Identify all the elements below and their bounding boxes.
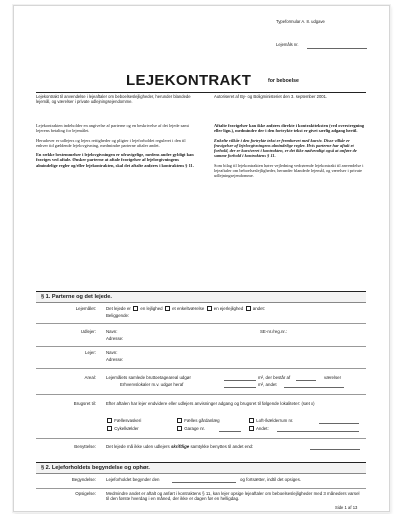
udlejer-label: Udlejer: [80, 329, 96, 334]
checkbox-single-room[interactable] [165, 306, 170, 311]
intro-left-paragraph-1: Lejekontrakten indeholder en angivelse af parterne og en beskrivelse af det lejede samt lejerens betaling for lejemålet. [36, 123, 189, 134]
lejer-address-label: Adresse: [106, 357, 124, 362]
brugsret-intro: Efter aftalen har lejer endvidere eller udlejers anvisninger adgang og brugsret til følgende lokaliteter: (sæt x) [106, 401, 315, 406]
total-area-text: Lejemålets samlede bruttoetageareal udgør [106, 375, 191, 380]
section-1-header [36, 291, 366, 303]
commercial-area-text: Erhvervslokaler m.v. udgør heraf [120, 382, 184, 387]
page-number: Side 1 af 13 [335, 505, 358, 510]
document-page [13, 5, 390, 512]
start-date-field[interactable] [172, 482, 236, 483]
row-divider [36, 488, 366, 489]
row-divider [36, 346, 366, 347]
facility-item[interactable]: Andet: [248, 426, 269, 431]
benyttelse-label: Benyttelse: [74, 444, 96, 449]
authorization-note: Autoriseret af By- og Boligministeriet den 3. september 2001. [214, 94, 328, 99]
document-subtitle: for beboelse [268, 78, 299, 84]
area-unit-text: m², der består af [258, 375, 291, 380]
row-divider [36, 323, 366, 324]
begyndelse-label: Begyndelse: [71, 477, 96, 482]
commercial-area-unit: m², andet [258, 382, 277, 387]
opsigelse-text: Medmindre andet er aftalt og anført i kontraktens § 11, kan lejer opsige lejeaftaler om beboelseslejligheder med 3 måneders varsel til den første hverdag i en måned, der ikke er dagen før en helligdag. [106, 491, 360, 502]
row-divider [36, 368, 366, 369]
section-1-title: § 1. Parterne og det lejede. [41, 293, 112, 300]
begyndelse-text-a: Lejeforholdet begynder den [106, 477, 160, 482]
storage-number-field[interactable] [319, 423, 359, 424]
checkbox-owner-apartment[interactable] [207, 306, 212, 311]
intro-left-paragraph-3: En række bestemmelser i lejelovgivningen er ufravigelige, medens andre gyldigt kan fraviges ved aftale. Ønsker parterne at aftale fravigelser af lejelovgivningens almindelige regler og/eller lejekontrakten, skal det aftalte anføres i kontraktens § 11. [36, 152, 194, 168]
rooms-field[interactable] [296, 380, 316, 381]
rooms-label: værelser [324, 375, 342, 380]
intro-left-column [36, 123, 194, 172]
facility-item[interactable]: Garage nr. [176, 426, 205, 431]
commercial-area-field[interactable] [224, 387, 256, 388]
checkbox-apartment[interactable] [133, 306, 138, 311]
lease-number-label: Lejemåls nr. [276, 42, 299, 47]
document-title: LEJEKONTRAKT [126, 72, 252, 89]
usage-field[interactable] [310, 449, 360, 450]
checkbox-garage[interactable] [177, 426, 182, 431]
lejemaal-label: Lejemålet: [75, 306, 96, 311]
begyndelse-text-b: og fortsætter, indtil det opsiges. [240, 477, 302, 482]
intro-right-paragraph-1: Aftalte fravigelser kan ikke anføres direkte i kontraktteksten (ved overstregning eller lign.), medmindre der i den fortrykte tekst er givet særlig adgang hertil. [214, 123, 365, 134]
checkbox-bike-cellar[interactable] [107, 426, 112, 431]
udlejer-name-label: Navn: [106, 329, 118, 334]
row-divider [36, 394, 366, 395]
intro-right-column [214, 123, 366, 183]
facility-item[interactable]: Fællesvaskeri [106, 418, 141, 423]
form-type-label: Typeformular A. 8. udgave [276, 19, 325, 24]
other-facility-field[interactable] [277, 431, 359, 432]
row-divider [36, 438, 366, 439]
lejer-name-label: Navn: [106, 350, 118, 355]
intro-description: Lejekontrakt til anvendelse i lejeaftaler om beboelseslejligheder, herunder blandede lejemål, og værelser i private udlejningsejendomme. [36, 94, 191, 105]
facility-item[interactable]: Cykelkælder [106, 426, 139, 431]
lease-number-field[interactable] [307, 48, 367, 49]
benyttelse-text: Det lejede må ikke uden udlejers skriftlige samtykke benyttes til andet end: [106, 444, 254, 449]
checkbox-other-facility[interactable] [249, 426, 254, 431]
checkbox-other[interactable] [246, 306, 251, 311]
checkbox-courtyard[interactable] [177, 418, 182, 423]
se-number-label: SE-nr./reg.nr.: [260, 329, 288, 334]
lejer-label: Lejer: [85, 350, 96, 355]
facility-item[interactable]: Fælles gårdanlæg [176, 418, 220, 423]
checkbox-storage[interactable] [249, 418, 254, 423]
intro-right-paragraph-2: Enkelte vilkår i den fortrykte tekst er fremhævet med kursiv. Disse vilkår er fravigelser af lejelovgivningens almindelige regler. Hvis parterne har aftalt et forhold, der er kursiveret i kontrakten, er det ikke nødvendigt også at anføre de samme forhold i kontraktens § 11. [214, 137, 357, 159]
facility-item[interactable]: Loft-/kælderrum nr. [248, 418, 293, 423]
checkbox-laundry[interactable] [107, 418, 112, 423]
udlejer-address-label: Adresse: [106, 336, 124, 341]
total-area-field[interactable] [224, 380, 256, 381]
intro-right-paragraph-3: Som bilag til lejekontrakten hører vejledning vedrørende lejekontrakt til anvendelse i lejeaftaler om beboelseslejligheder, herunder blandede lejemål, og værelser i private udlejningsejendomme. [214, 162, 364, 179]
areal-label: Areal: [84, 375, 96, 380]
beliggende-label: Beliggende: [106, 313, 130, 318]
intro-left-paragraph-2: Herudover er udlejers og lejers rettigheder og pligter i lejeforholdet reguleret i den til enhver tid gældende lejelovgivning, medmindre parterne aftaler andet. [36, 137, 186, 148]
brugsret-label: Brugsret til: [73, 401, 96, 406]
section-2-title: § 2. Lejeforholdets begyndelse og ophør. [41, 464, 150, 471]
lejemaal-type-row: Det lejede er en lejlighed et enkeltværelse en ejerlejlighed andet: [106, 306, 265, 311]
garage-number-field[interactable] [219, 431, 241, 432]
section-2-header [36, 462, 366, 474]
other-area-field[interactable] [284, 387, 344, 388]
opsigelse-label: Opsigelse: [75, 491, 96, 496]
title-rule [36, 92, 366, 93]
